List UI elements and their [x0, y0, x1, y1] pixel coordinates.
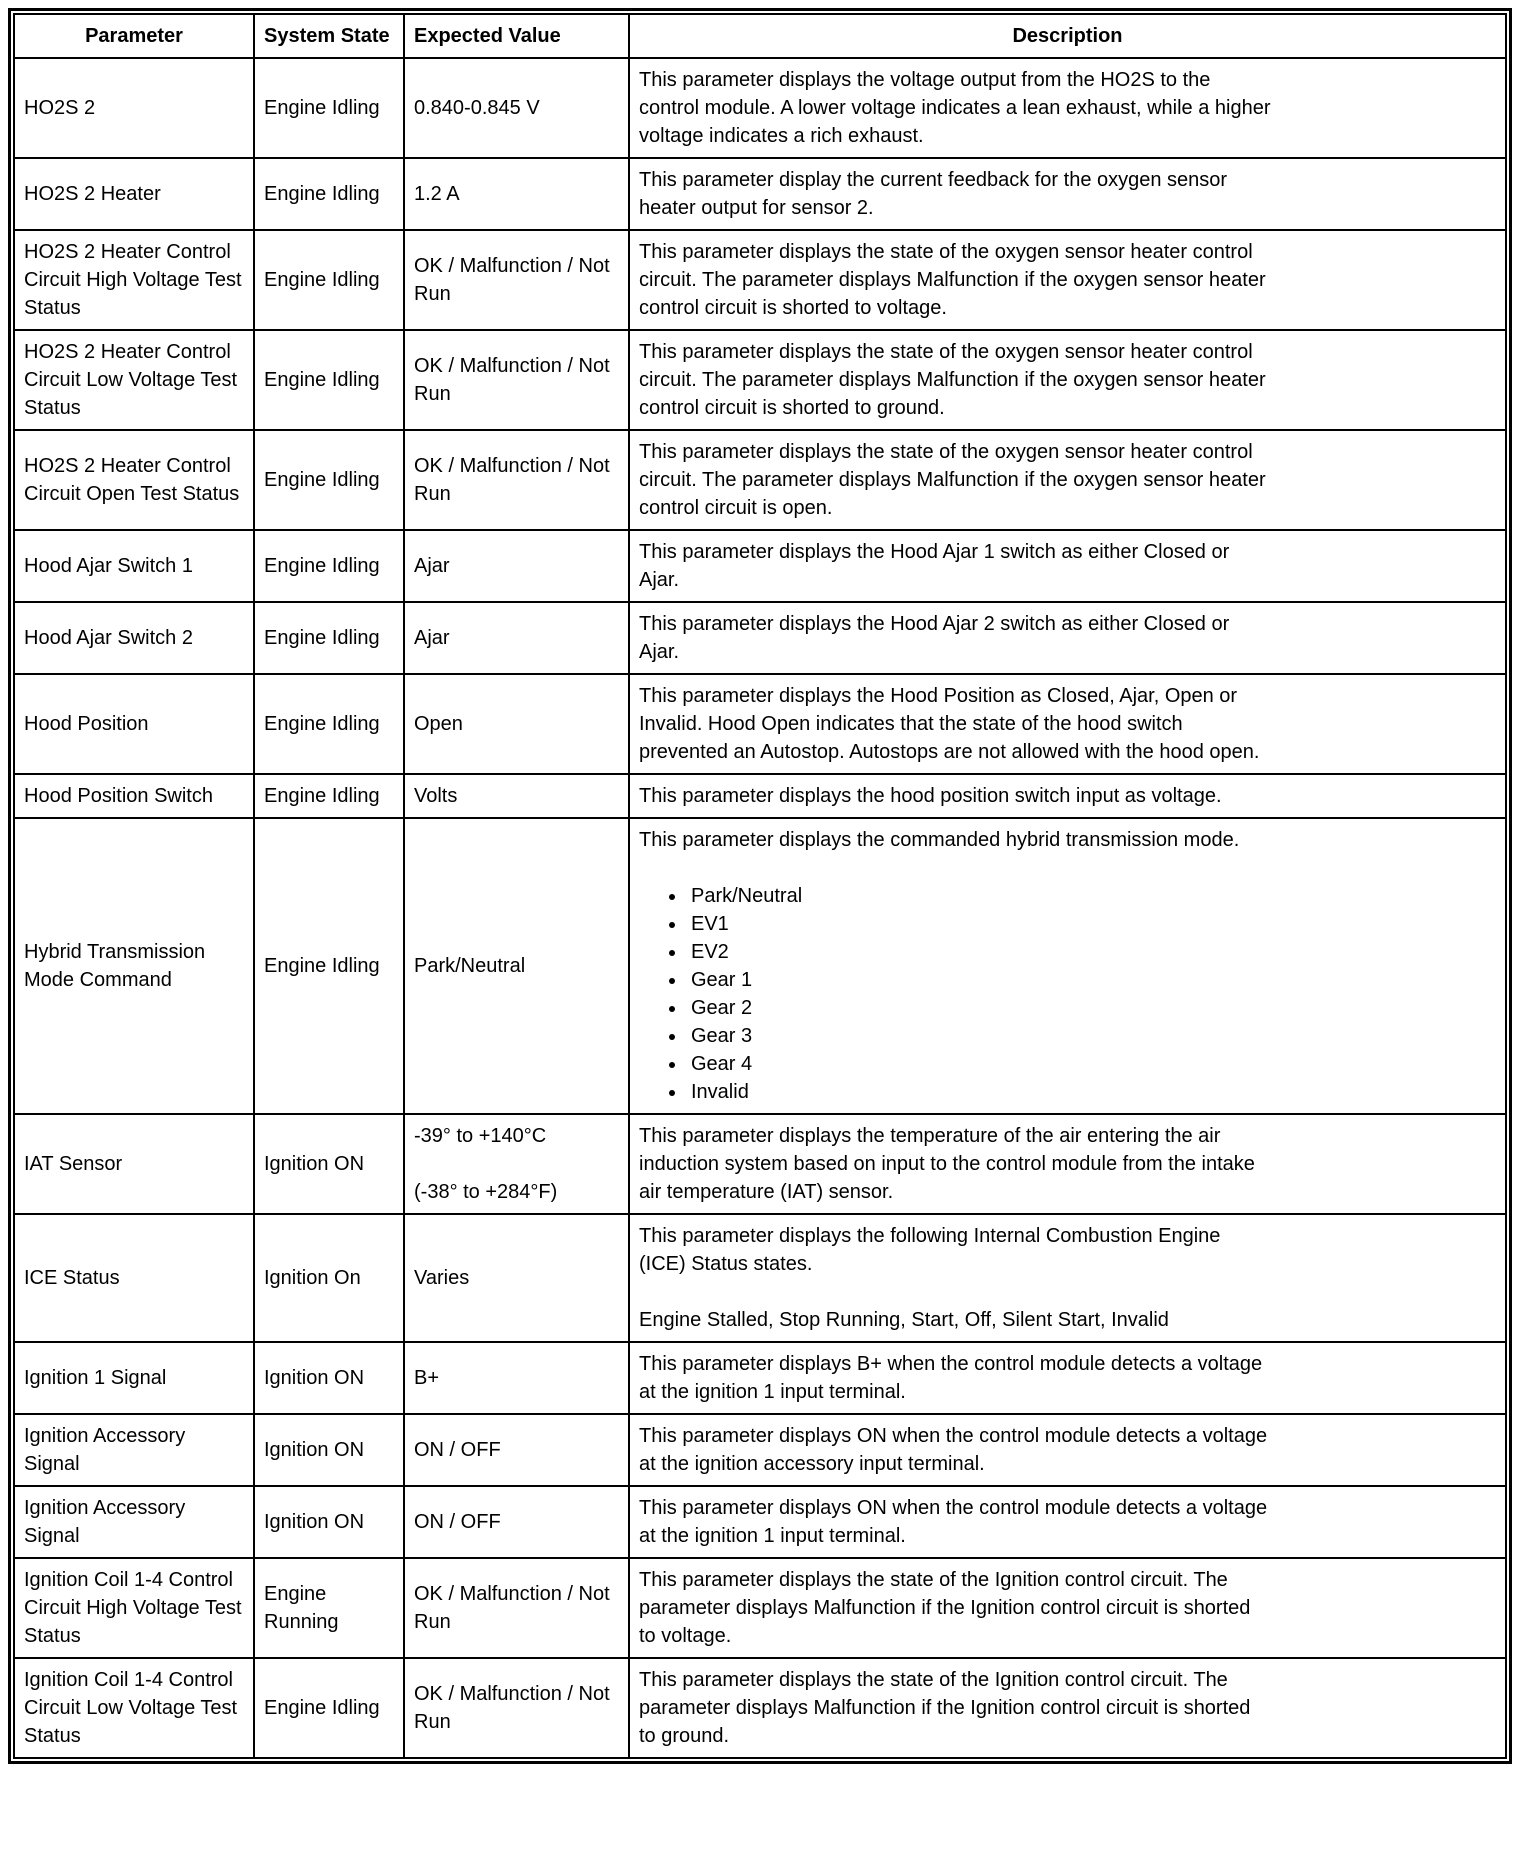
- description-bullet-list: [639, 882, 1271, 1106]
- description-cell: [629, 58, 1506, 158]
- expected-value-cell: [404, 602, 629, 674]
- table-row: [14, 230, 1506, 330]
- column-header-description: Description: [629, 14, 1506, 58]
- system-state-cell: Engine Idling: [254, 530, 404, 602]
- description-content: [639, 610, 1271, 666]
- parameter-cell: HO2S 2 Heater Control Circuit Open Test Status: [14, 430, 254, 530]
- description-cell: [629, 1342, 1506, 1414]
- description-cell: [629, 818, 1506, 1114]
- description-paragraph: This parameter displays the hood position switch input as voltage.: [639, 785, 1222, 807]
- table-row: [14, 1114, 1506, 1214]
- column-header-system-state: System State: [254, 14, 404, 58]
- expected-value-cell: [404, 674, 629, 774]
- table-row: [14, 330, 1506, 430]
- expected-value-cell: [404, 1214, 629, 1342]
- bullet-item: • Gear 4: [687, 1050, 1271, 1078]
- expected-value-line: Park/Neutral: [414, 955, 526, 977]
- description-content: [639, 66, 1271, 150]
- parameter-cell: Ignition Accessory Signal: [14, 1486, 254, 1558]
- bullet-item: • Park/Neutral: [687, 882, 1271, 910]
- expected-value-line: ON / OFF: [414, 1439, 501, 1461]
- expected-value-line: -39° to +140°C: [414, 1125, 547, 1147]
- table-row: [14, 1214, 1506, 1342]
- description-content: [639, 238, 1271, 322]
- system-state-cell: Engine Idling: [254, 158, 404, 230]
- table-row: [14, 158, 1506, 230]
- description-paragraph: This parameter displays the following Internal Combustion Engine (ICE) Status states.: [639, 1225, 1221, 1275]
- description-cell: [629, 1414, 1506, 1486]
- description-cell: [629, 674, 1506, 774]
- description-paragraph: This parameter displays the Hood Position as Closed, Ajar, Open or Invalid. Hood Open indicates that the state of the hood switch prevented an Autostop. Autostops are not allowed with the hood open.: [639, 685, 1260, 763]
- parameter-cell: Hybrid Transmission Mode Command: [14, 818, 254, 1114]
- expected-value-line: OK / Malfunction / Not Run: [414, 255, 610, 305]
- table-row: [14, 674, 1506, 774]
- description-paragraph: This parameter displays ON when the control module detects a voltage at the ignition 1 input terminal.: [639, 1497, 1268, 1547]
- expected-value-line: Volts: [414, 785, 458, 807]
- table-row: [14, 774, 1506, 818]
- column-header-expected-value: Expected Value: [404, 14, 629, 58]
- table-row: [14, 430, 1506, 530]
- expected-value-cell: [404, 818, 629, 1114]
- expected-value-cell: [404, 1414, 629, 1486]
- parameter-cell: Hood Ajar Switch 2: [14, 602, 254, 674]
- table-row: [14, 1342, 1506, 1414]
- description-cell: [629, 158, 1506, 230]
- description-content: [639, 782, 1271, 810]
- expected-value-cell: [404, 430, 629, 530]
- description-paragraph: This parameter displays the state of the oxygen sensor heater control circuit. The parameter displays Malfunction if the oxygen sensor heater control circuit is open.: [639, 441, 1266, 519]
- expected-value-line: Open: [414, 713, 463, 735]
- table-row: [14, 1486, 1506, 1558]
- description-cell: [629, 530, 1506, 602]
- description-paragraph: This parameter displays the Hood Ajar 2 switch as either Closed or Ajar.: [639, 613, 1230, 663]
- expected-value-cell: [404, 158, 629, 230]
- bullet-item: • Invalid: [687, 1078, 1271, 1106]
- expected-value-cell: [404, 774, 629, 818]
- description-cell: [629, 1558, 1506, 1658]
- description-content: [639, 1422, 1271, 1478]
- description-paragraph: This parameter display the current feedback for the oxygen sensor heater output for sensor 2.: [639, 169, 1228, 219]
- expected-value-line: OK / Malfunction / Not Run: [414, 355, 610, 405]
- description-content: [639, 1222, 1271, 1334]
- description-paragraph: This parameter displays B+ when the control module detects a voltage at the ignition 1 input terminal.: [639, 1353, 1263, 1403]
- bullet-item: • EV1: [687, 910, 1271, 938]
- table-row: [14, 818, 1506, 1114]
- system-state-cell: Ignition ON: [254, 1114, 404, 1214]
- parameter-cell: HO2S 2: [14, 58, 254, 158]
- parameter-cell: HO2S 2 Heater: [14, 158, 254, 230]
- expected-value-cell: [404, 230, 629, 330]
- system-state-cell: Engine Idling: [254, 58, 404, 158]
- system-state-cell: Engine Idling: [254, 818, 404, 1114]
- table-frame: [8, 8, 1512, 1764]
- system-state-cell: Engine Idling: [254, 674, 404, 774]
- description-cell: [629, 330, 1506, 430]
- description-cell: [629, 230, 1506, 330]
- description-paragraph: This parameter displays the state of the oxygen sensor heater control circuit. The parameter displays Malfunction if the oxygen sensor heater control circuit is shorted to voltage.: [639, 241, 1266, 319]
- expected-value-line: Ajar: [414, 627, 450, 649]
- description-content: [639, 682, 1271, 766]
- expected-value-cell: [404, 330, 629, 430]
- parameter-cell: Hood Position: [14, 674, 254, 774]
- parameter-cell: HO2S 2 Heater Control Circuit High Voltage Test Status: [14, 230, 254, 330]
- description-content: [639, 338, 1271, 422]
- column-header-parameter: Parameter: [14, 14, 254, 58]
- description-paragraph: This parameter displays the state of the oxygen sensor heater control circuit. The parameter displays Malfunction if the oxygen sensor heater control circuit is shorted to ground.: [639, 341, 1266, 419]
- description-cell: [629, 602, 1506, 674]
- expected-value-line: OK / Malfunction / Not Run: [414, 1583, 610, 1633]
- system-state-cell: Engine Running: [254, 1558, 404, 1658]
- description-paragraph: This parameter displays the temperature of the air entering the air induction system based on input to the control module from the intake air temperature (IAT) sensor.: [639, 1125, 1255, 1203]
- table-row: [14, 602, 1506, 674]
- table-row: [14, 1414, 1506, 1486]
- description-paragraph: This parameter displays the Hood Ajar 1 switch as either Closed or Ajar.: [639, 541, 1230, 591]
- table-row: [14, 530, 1506, 602]
- parameter-cell: Ignition Coil 1-4 Control Circuit High Voltage Test Status: [14, 1558, 254, 1658]
- description-cell: [629, 1658, 1506, 1758]
- table-body: [14, 58, 1506, 1758]
- system-state-cell: Engine Idling: [254, 774, 404, 818]
- system-state-cell: Engine Idling: [254, 330, 404, 430]
- system-state-cell: Ignition ON: [254, 1486, 404, 1558]
- expected-value-line: B+: [414, 1367, 440, 1389]
- description-content: [639, 1122, 1271, 1206]
- description-content: [639, 1350, 1271, 1406]
- bullet-item: • Gear 1: [687, 966, 1271, 994]
- description-content: [639, 438, 1271, 522]
- expected-value-line: Ajar: [414, 555, 450, 577]
- system-state-cell: Engine Idling: [254, 602, 404, 674]
- description-content: [639, 826, 1271, 1106]
- expected-value-cell: [404, 58, 629, 158]
- parameter-cell: Hood Ajar Switch 1: [14, 530, 254, 602]
- description-paragraph: This parameter displays ON when the control module detects a voltage at the ignition accessory input terminal.: [639, 1425, 1268, 1475]
- description-content: [639, 1566, 1271, 1650]
- table-row: [14, 1658, 1506, 1758]
- expected-value-line: 0.840-0.845 V: [414, 97, 540, 119]
- parameter-cell: HO2S 2 Heater Control Circuit Low Voltage Test Status: [14, 330, 254, 430]
- bullet-item: • Gear 3: [687, 1022, 1271, 1050]
- expected-value-cell: [404, 1658, 629, 1758]
- expected-value-line: (-38° to +284°F): [414, 1181, 558, 1203]
- description-paragraph: This parameter displays the state of the Ignition control circuit. The parameter displays Malfunction if the Ignition control circuit is shorted to ground.: [639, 1669, 1251, 1747]
- parameter-cell: IAT Sensor: [14, 1114, 254, 1214]
- description-content: [639, 1494, 1271, 1550]
- expected-value-line: Varies: [414, 1267, 470, 1289]
- description-content: [639, 538, 1271, 594]
- table-row: [14, 1558, 1506, 1658]
- description-paragraph: Engine Stalled, Stop Running, Start, Off, Silent Start, Invalid: [639, 1309, 1169, 1331]
- parameter-cell: Hood Position Switch: [14, 774, 254, 818]
- expected-value-cell: [404, 1558, 629, 1658]
- expected-value-cell: [404, 1342, 629, 1414]
- parameter-cell: Ignition Coil 1-4 Control Circuit Low Voltage Test Status: [14, 1658, 254, 1758]
- table-header-row: [14, 14, 1506, 58]
- expected-value-cell: [404, 530, 629, 602]
- description-cell: [629, 1214, 1506, 1342]
- description-cell: [629, 1114, 1506, 1214]
- description-paragraph: This parameter displays the voltage output from the HO2S to the control module. A lower voltage indicates a lean exhaust, while a higher voltage indicates a rich exhaust.: [639, 69, 1271, 147]
- expected-value-cell: [404, 1114, 629, 1214]
- description-paragraph: This parameter displays the state of the Ignition control circuit. The parameter displays Malfunction if the Ignition control circuit is shorted to voltage.: [639, 1569, 1251, 1647]
- expected-value-cell: [404, 1486, 629, 1558]
- expected-value-line: OK / Malfunction / Not Run: [414, 1683, 610, 1733]
- description-cell: [629, 1486, 1506, 1558]
- system-state-cell: Ignition On: [254, 1214, 404, 1342]
- system-state-cell: Engine Idling: [254, 230, 404, 330]
- diagnostic-parameter-table: [13, 13, 1507, 1759]
- description-paragraph: This parameter displays the commanded hybrid transmission mode.: [639, 829, 1240, 851]
- bullet-item: • Gear 2: [687, 994, 1271, 1022]
- expected-value-line: ON / OFF: [414, 1511, 501, 1533]
- description-cell: [629, 774, 1506, 818]
- parameter-cell: ICE Status: [14, 1214, 254, 1342]
- expected-value-line: OK / Malfunction / Not Run: [414, 455, 610, 505]
- system-state-cell: Ignition ON: [254, 1414, 404, 1486]
- parameter-cell: Ignition Accessory Signal: [14, 1414, 254, 1486]
- expected-value-line: 1.2 A: [414, 183, 460, 205]
- description-content: [639, 166, 1271, 222]
- description-content: [639, 1666, 1271, 1750]
- description-cell: [629, 430, 1506, 530]
- bullet-item: • EV2: [687, 938, 1271, 966]
- system-state-cell: Engine Idling: [254, 1658, 404, 1758]
- system-state-cell: Ignition ON: [254, 1342, 404, 1414]
- table-row: [14, 58, 1506, 158]
- system-state-cell: Engine Idling: [254, 430, 404, 530]
- parameter-cell: Ignition 1 Signal: [14, 1342, 254, 1414]
